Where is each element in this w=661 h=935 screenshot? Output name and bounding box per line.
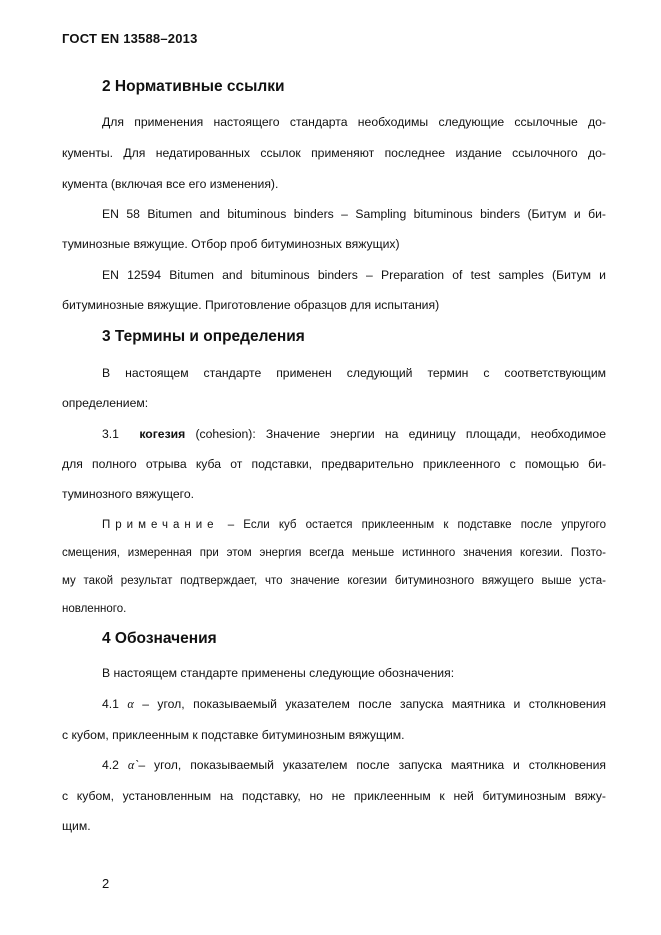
note-first: – Если куб остается приклеенным к подставке после упругого	[218, 519, 606, 531]
s2-p2-line1: EN 58 Bitumen and bituminous binders – Sampling bituminous binders (Битум и би-	[102, 207, 606, 221]
section-4-title: 4 Обозначения	[102, 630, 217, 647]
s2-p1-line1: Для применения настоящего стандарта необходимы следующие ссылочные до-	[102, 115, 606, 129]
symbol-4-2-line1	[102, 758, 606, 772]
section-3-title: 3 Термины и определения	[102, 328, 305, 345]
symbol-4-1-text: – угол, показываемый указателем после запуска маятника и столкновения	[133, 697, 606, 711]
note-line2: смещения, измеренная при этом энергия всегда меньше истинного значения когезии. Позто-	[62, 547, 606, 559]
s2-p3-line2: битуминозные вяжущие. Приготовление образцов для испытания)	[62, 298, 440, 312]
note-line4: новленного.	[62, 603, 127, 615]
symbol-4-2-text: – угол, показываемый указателем после запуска маятника и столкновения	[138, 758, 606, 772]
symbol-4-1-number: 4.1	[102, 697, 119, 711]
note-label: Примечание	[102, 519, 219, 531]
s2-p1-line3: кумента (включая все его изменения).	[62, 177, 279, 191]
symbol-alpha-prime: α`	[127, 758, 139, 772]
s2-p2-line2: туминозные вяжущие. Отбор проб битуминозных вяжущих)	[62, 237, 400, 251]
page-number: 2	[102, 876, 110, 891]
symbol-4-2-line2: с кубом, установленным на подставку, но не приклеенным к ней битуминозным вяжу-	[62, 789, 606, 803]
term-definition-line2: для полного отрыва куба от подставки, предварительно приклеенного с помощью би-	[62, 457, 606, 471]
term-number: 3.1	[102, 427, 119, 441]
section-2-title: 2 Нормативные ссылки	[102, 78, 285, 95]
document-code-header: ГОСТ EN 13588–2013	[62, 31, 198, 46]
s2-p3-line1: EN 12594 Bitumen and bituminous binders – Preparation of test samples (Битум и	[102, 268, 606, 282]
term-rest: (cohesion): Значение энергии на единицу площади, необходимое	[185, 427, 606, 441]
note-line3: му такой результат подтверждает, что значение когезии битуминозного вяжущего выше уста-	[62, 575, 606, 587]
symbol-4-2-line3: щим.	[62, 819, 91, 833]
symbol-4-2-number: 4.2	[102, 758, 119, 772]
term-definition-line1	[102, 427, 606, 441]
note-line1	[102, 518, 606, 532]
s2-p1-line2: кументы. Для недатированных ссылок применяют последнее издание ссылочного до-	[62, 146, 606, 160]
s3-p1-line2: определением:	[62, 396, 149, 410]
s4-intro: В настоящем стандарте применены следующие обозначения:	[102, 666, 455, 680]
s3-p1-line1: В настоящем стандарте применен следующий термин с соответствующим	[102, 366, 606, 380]
symbol-alpha: α	[127, 697, 134, 711]
symbol-4-1-line1	[102, 697, 606, 711]
symbol-4-1-line2: с кубом, приклеенным к подставке битуминозным вяжущим.	[62, 728, 405, 742]
term-definition-line3: туминозного вяжущего.	[62, 487, 195, 501]
term-word: когезия	[139, 427, 186, 441]
